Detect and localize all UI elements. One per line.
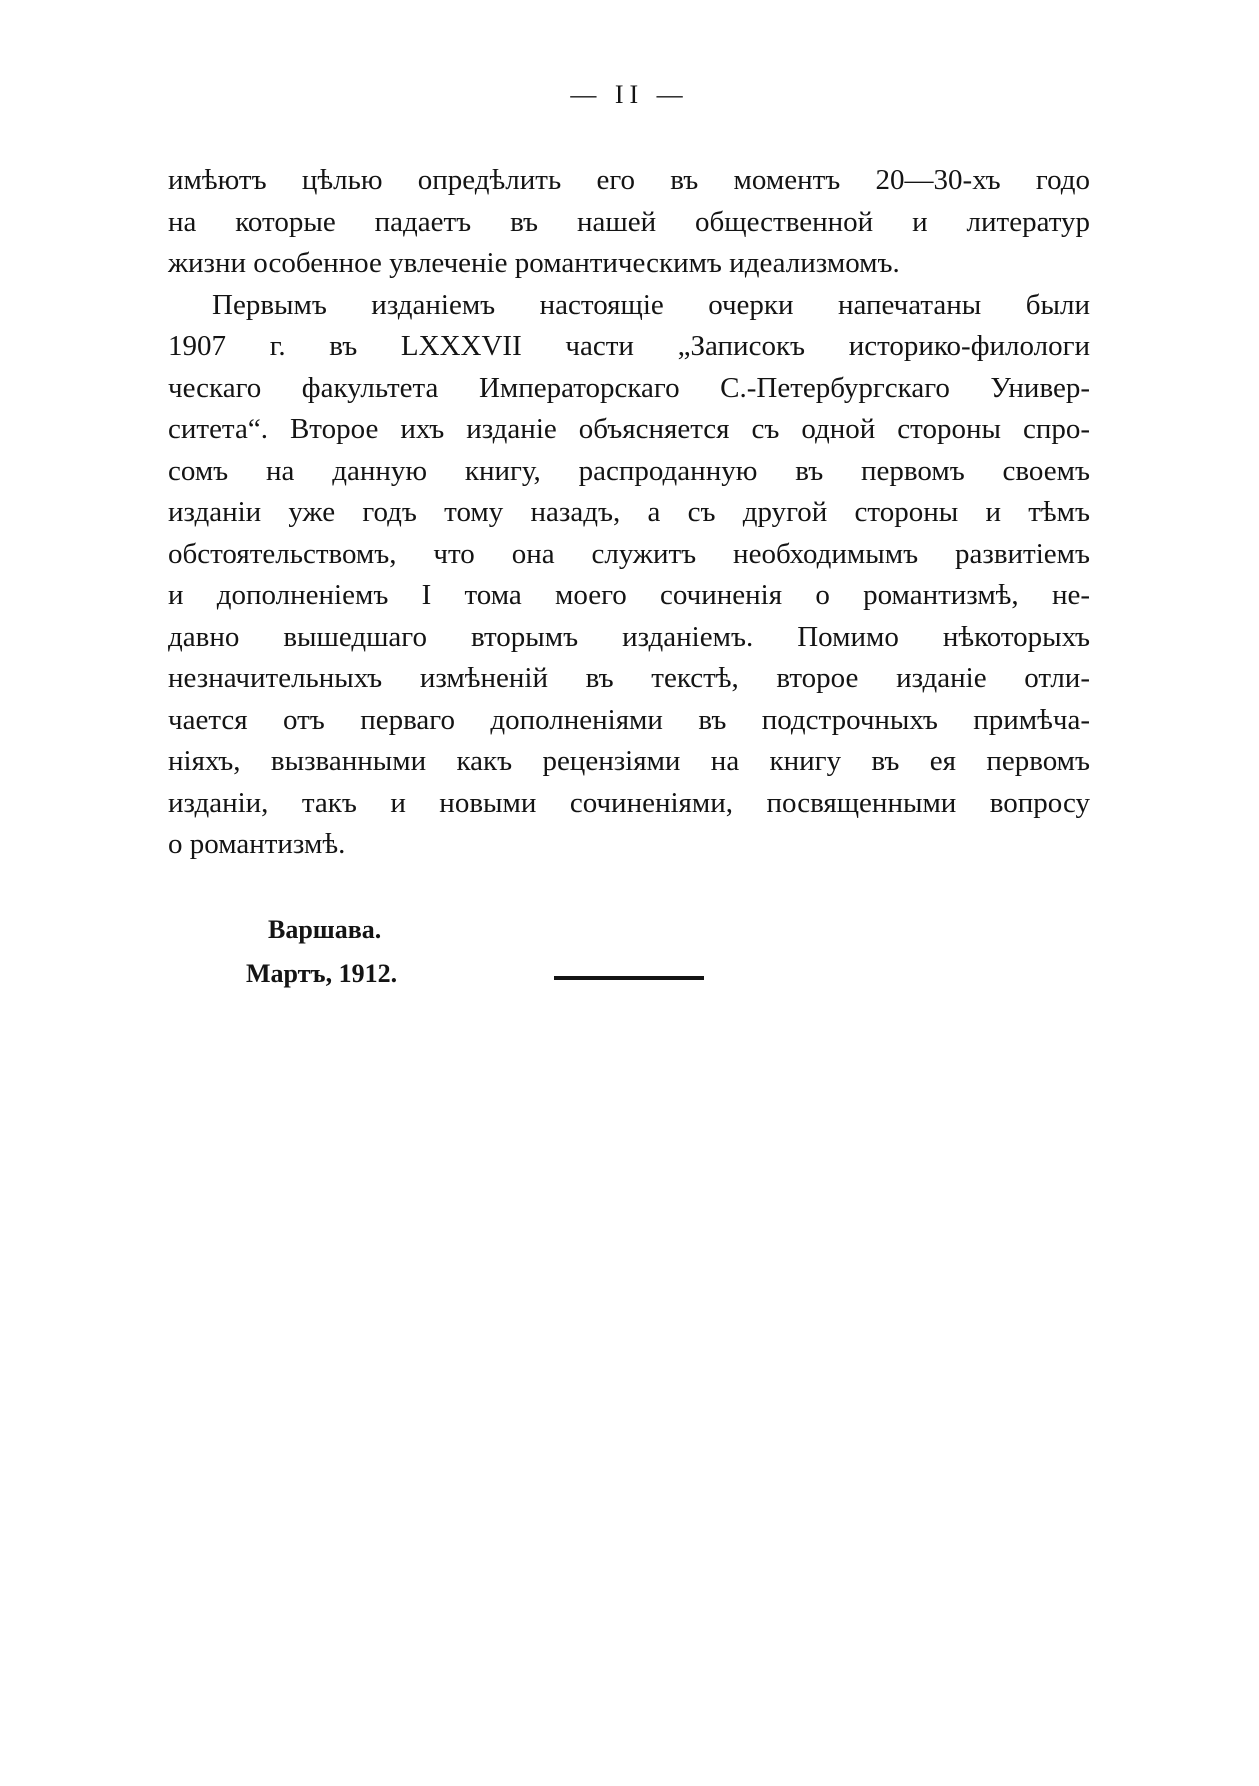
signature-block [246,908,397,996]
end-rule [554,976,704,980]
text-line: обстоятельствомъ, что она служитъ необходимымъ развитіемъ [168,537,1090,570]
text-line: сомъ на данную книгу, распроданную въ первомъ своемъ [168,454,1090,487]
text-line: на которые падаетъ въ нашей общественной и литератур [168,205,1090,238]
text-line: изданіи, такъ и новыми сочиненіями, посвященными вопросу [168,786,1090,819]
text-line: чается отъ перваго дополненіями въ подстрочныхъ примѣча- [168,703,1090,736]
page-number: — II — [570,80,689,109]
signature-city: Варшава. [268,915,382,944]
text-line: ческаго факультета Императорскаго С.-Петербургскаго Универ- [168,371,1090,404]
text-line: ніяхъ, вызванными какъ рецензіями на книгу въ ея первомъ [168,745,1090,777]
text-line: имѣютъ цѣлью опредѣлить его въ моментъ 20—30-хъ годо [168,164,1090,196]
preface-text [168,160,1090,866]
text-line: ситета“. Второе ихъ изданіе объясняется съ одной стороны спро- [168,413,1090,445]
text-line: 1907 г. въ LXXXVII части „Записокъ историко-филологи [168,330,1090,362]
text-line: незначительныхъ измѣненій въ текстѣ, второе изданіе отли- [168,662,1090,694]
text-line: давно вышедшаго вторымъ изданіемъ. Помимо нѣкоторыхъ [168,620,1090,653]
text-line: и дополненіемъ I тома моего сочиненія о романтизмѣ, не- [168,579,1090,611]
signature-date: Мартъ, 1912. [246,959,398,988]
text-line: жизни особенное увлеченіе романтическимъ идеализмомъ. [168,247,900,279]
text-line: о романтизмѣ. [168,828,346,860]
text-line: изданіи уже годъ тому назадъ, а съ другой стороны и тѣмъ [168,496,1090,528]
text-line: Первымъ изданіемъ настоящіе очерки напечатаны были [212,288,1090,321]
